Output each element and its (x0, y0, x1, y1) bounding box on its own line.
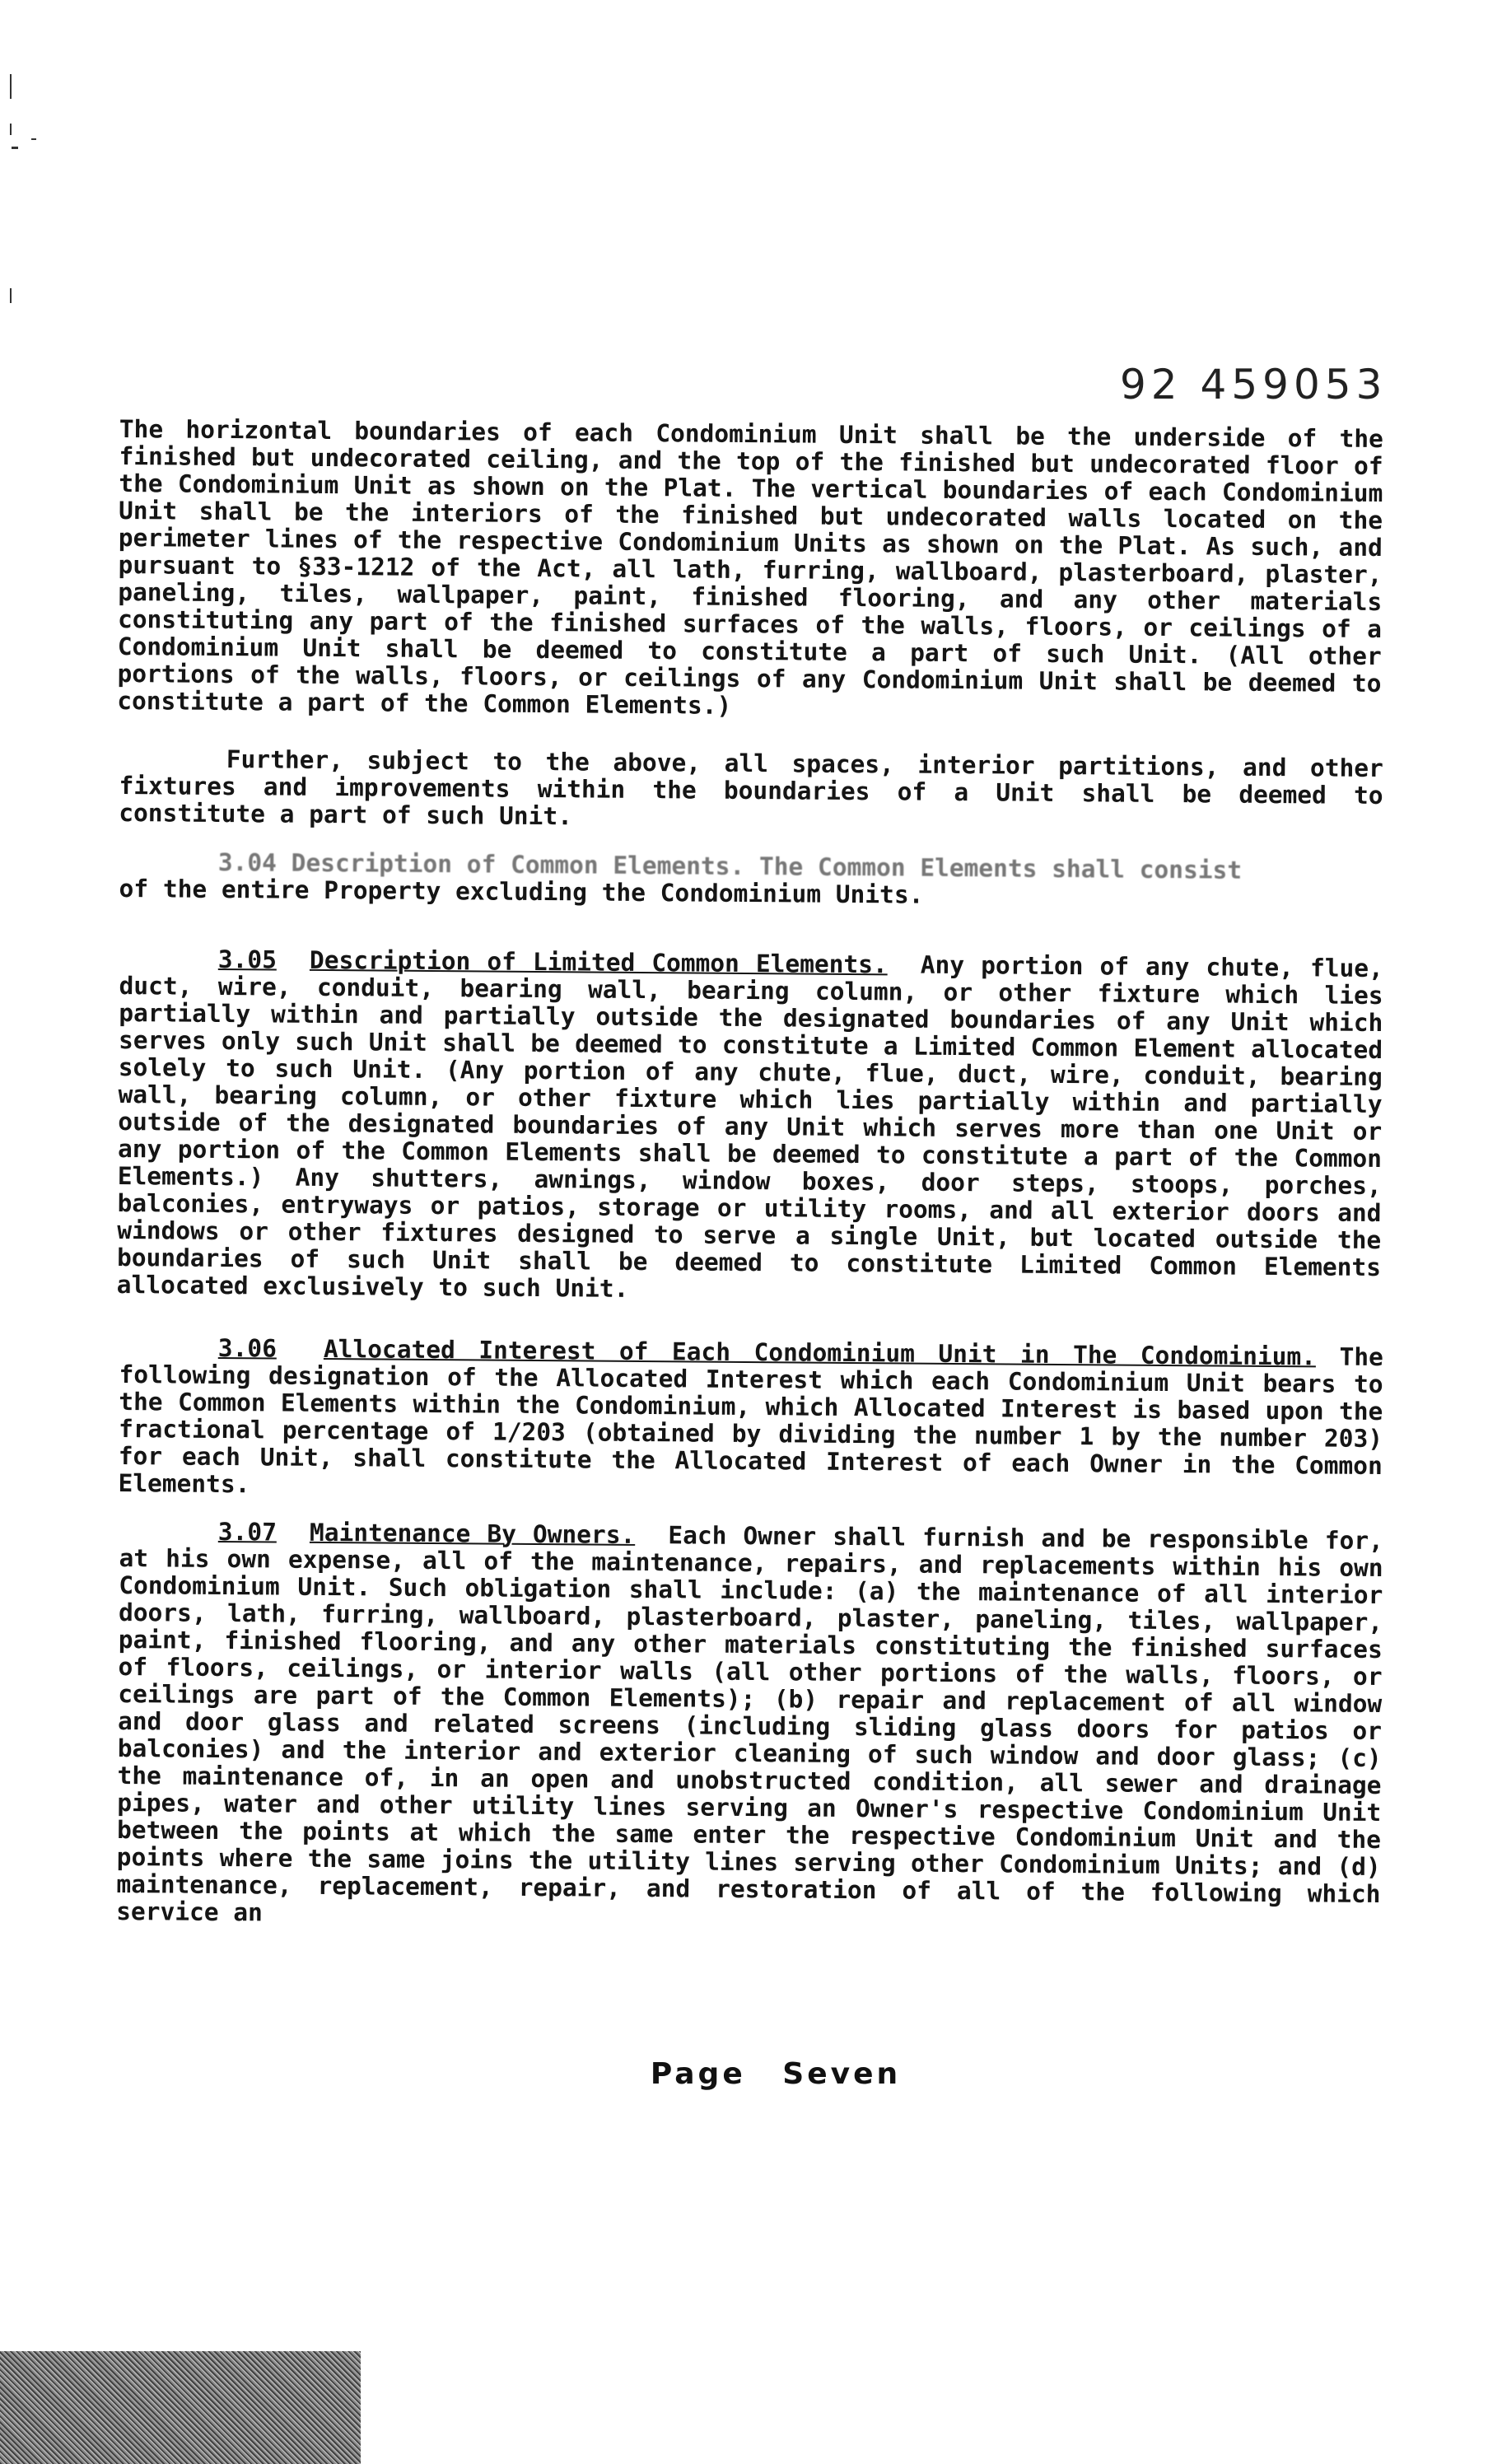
scan-noise-block (0, 2351, 361, 2464)
section-3-04 (119, 848, 1383, 912)
section-3-07-title: Maintenance By Owners. (309, 1518, 636, 1549)
margin-scan-specks (7, 74, 23, 321)
section-3-06-title: Allocated Interest of Each Condominium Unit in The Condominium. (323, 1334, 1317, 1371)
section-3-07-number: 3.07 (217, 1517, 278, 1547)
paragraph-further-subject: Further, subject to the above, all spaces, interior partitions, and other fixtures and improvements within the boundaries of a Unit shall be deemed to constitute a part of such Unit. (119, 745, 1383, 831)
section-3-06-body: The following designation of the Allocated Interest which each Condominium Unit bears to the Common Elements within the Condominium, which Allocated Interest is based upon the fractional percentage of 1/203 (obtained by dividing the number 1 by the number 203) for each Unit, shall constitute the Allocated Interest of each Owner in the Common Elements. (118, 1342, 1383, 1499)
section-3-04-heading: 3.04 Description of Common Elements. The Common Elements shall consist (217, 847, 1243, 884)
page-footer: Page Seven (650, 2057, 902, 2091)
section-3-07-body: Each Owner shall furnish and be responsible for, at his own expense, all of the maintenance, repairs, and replacements within his own Condominium Unit. Such obligation shall include: (a) the maintenance of all interior doors, lath, furring, wallboard, plasterboard, plaster, paneling, tiles, wallpaper, paint, finished flooring, and any other materials constituting the finished surfaces of floors, ceilings, or interior walls (all other portions of the walls, floors, or ceilings are part of the Common Elements); (b) repair and replacement of all window and door glass and related screens (including sliding glass doors for patios or balconies) and the interior and exterior cleaning of such window and door glass; (c) the maintenance of, in an open and unobstructed condition, all sewer and drainage pipes, water and other utility lines serving an Owner's respective Condominium Unit between the points at which the same enter the respective Condominium Unit and the points where the same joins the utility lines serving other Condominium Units; and (d) maintenance, replacement, repair, and restoration of all of the following which service an (116, 1521, 1383, 1927)
section-3-05-title: Description of Limited Common Elements. (309, 945, 888, 979)
paragraph-unit-boundaries: The horizontal boundaries of each Condominium Unit shall be the underside of the finished but undecorated ceiling, and the top of the finished but undecorated floor of the Condominium Unit as shown on the Plat. The vertical boundaries of each Condominium Unit shall be the interiors of the finished but undecorated walls located on the perimeter lines of the respective Condominium Units as shown on the Plat. As such, and pursuant to §33-1212 of the Act, all lath, furring, wallboard, plasterboard, plaster, paneling, tiles, wallpaper, paint, finished flooring, and any other materials constituting any part of the finished surfaces of the walls, floors, or ceilings of a Condominium Unit shall be deemed to constitute a part of such Unit. (All other portions of the walls, floors, or ceilings of any Condominium Unit shall be deemed to constitute a part of the Common Elements.) (117, 415, 1383, 720)
section-3-05-number: 3.05 (217, 945, 278, 974)
section-3-04-body: of the entire Property excluding the Condominium Units. (119, 874, 924, 909)
section-3-05 (117, 945, 1383, 1309)
section-3-06-number: 3.06 (217, 1333, 278, 1363)
section-3-06 (118, 1334, 1383, 1507)
document-number: 92 459053 (1120, 361, 1388, 408)
section-3-07 (116, 1518, 1383, 1935)
section-3-05-body: Any portion of any chute, flue, duct, wire, conduit, bearing wall, bearing column, or other fixture which lies partially within and partially outside the designated boundaries of any Unit which serves only such Unit shall be deemed to constitute a Limited Common Element allocated solely to such Unit. (Any portion of any chute, flue, duct, wire, conduit, bearing wall, bearing column, or other fixture which lies partially within and partially outside of the designated boundaries of any Unit which serves more than one Unit or any portion of the Common Elements shall be deemed to constitute a part of the Common Elements.) Any shutters, awnings, window boxes, door steps, stoops, porches, balconies, entryways or patios, storage or utility rooms, and all exterior doors and windows or other fixtures designed to serve a single Unit, but located outside the boundaries of such Unit shall be deemed to constitute Limited Common Elements allocated exclusively to such Unit. (116, 950, 1383, 1303)
